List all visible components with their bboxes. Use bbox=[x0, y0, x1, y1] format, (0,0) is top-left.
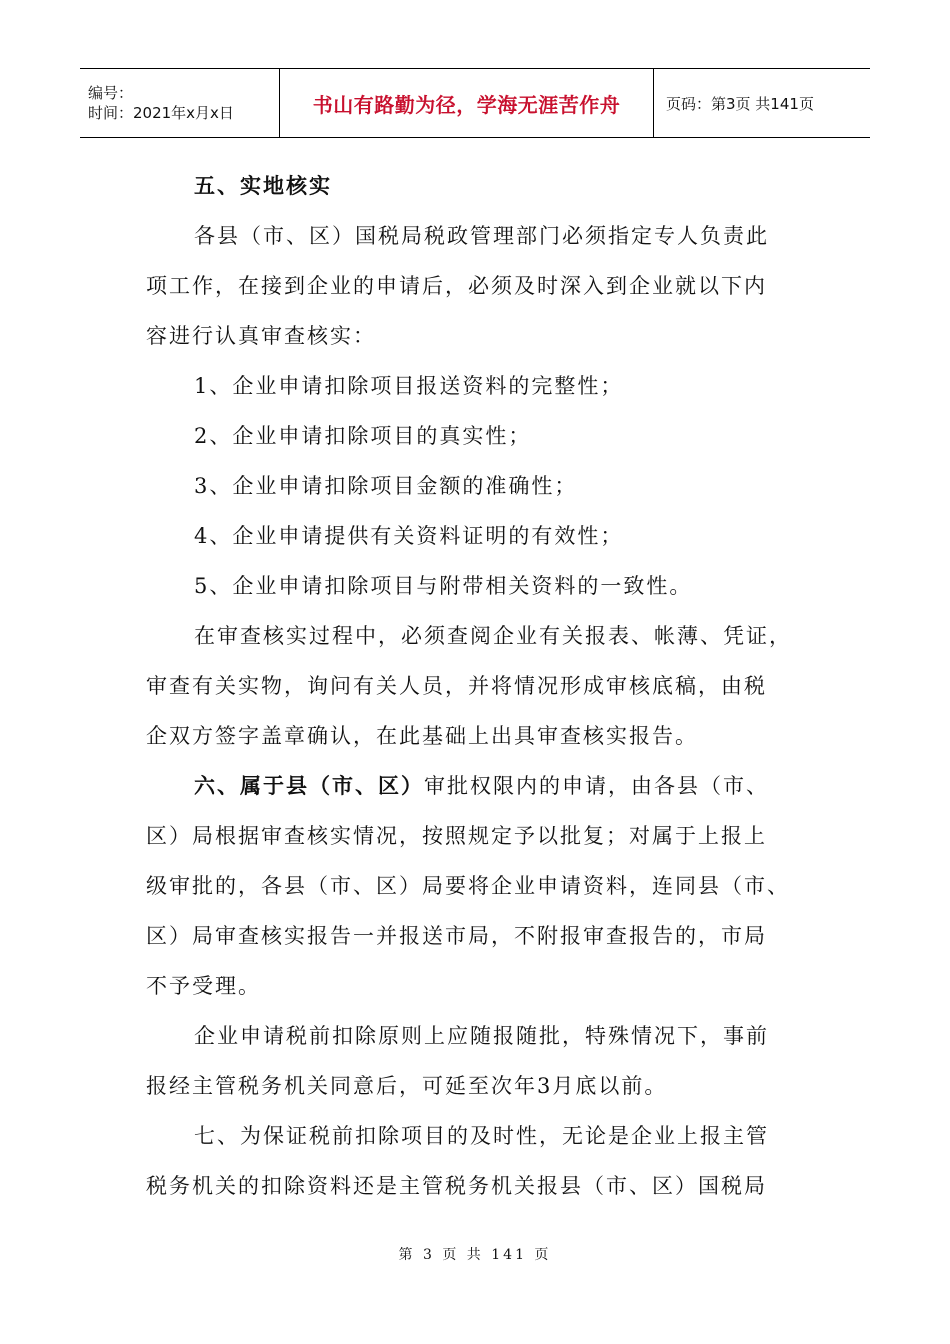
list-item: 3、企业申请扣除项目金额的准确性； bbox=[194, 474, 578, 498]
doc-time-label: 时间：2021年x月x日 bbox=[88, 104, 234, 122]
list-item: 1、企业申请扣除项目报送资料的完整性； bbox=[194, 374, 624, 398]
section-heading-5: 五、实地核实 bbox=[194, 173, 332, 198]
header-meta bbox=[80, 69, 280, 137]
paragraph-line: 企双方签字盖章确认，在此基础上出具审查核实报告。 bbox=[146, 724, 698, 748]
paragraph-line: 区）局审查核实报告一并报送市局，不附报审查报告的，市局 bbox=[146, 924, 767, 948]
paragraph-line: 级审批的，各县（市、区）局要将企业申请资料，连同县（市、 bbox=[146, 874, 790, 898]
header-page-info: 页码：第3页 共141页 bbox=[666, 94, 814, 113]
list-item: 4、企业申请提供有关资料证明的有效性； bbox=[194, 524, 624, 548]
page-header bbox=[80, 68, 870, 138]
section-heading-6: 六、属于县（市、区） bbox=[194, 773, 424, 798]
doc-number-label: 编号： bbox=[88, 84, 134, 102]
list-item: 5、企业申请扣除项目与附带相关资料的一致性。 bbox=[194, 574, 693, 598]
list-item: 2、企业申请扣除项目的真实性； bbox=[194, 424, 532, 448]
section-7-line: 七、为保证税前扣除项目的及时性，无论是企业上报主管 bbox=[194, 1124, 769, 1148]
paragraph-line: 在审查核实过程中，必须查阅企业有关报表、帐薄、凭证， bbox=[194, 624, 792, 648]
paragraph-line: 审查有关实物，询问有关人员，并将情况形成审核底稿，由税 bbox=[146, 674, 767, 698]
paragraph-line: 容进行认真审查核实： bbox=[146, 324, 376, 348]
header-motto: 书山有路勤为径，学海无涯苦作舟 bbox=[312, 92, 621, 117]
section-6-line bbox=[194, 772, 769, 800]
paragraph-line: 项工作，在接到企业的申请后，必须及时深入到企业就以下内 bbox=[146, 274, 767, 298]
paragraph-line: 各县（市、区）国税局税政管理部门必须指定专人负责此 bbox=[194, 224, 769, 248]
paragraph-line: 区）局根据审查核实情况，按照规定予以批复；对属于上报上 bbox=[146, 824, 767, 848]
header-motto-cell bbox=[280, 69, 654, 137]
paragraph-line: 企业申请税前扣除原则上应随报随批，特殊情况下，事前 bbox=[194, 1024, 769, 1048]
paragraph-line: 不予受理。 bbox=[146, 974, 261, 998]
section-6-text: 审批权限内的申请，由各县（市、 bbox=[424, 774, 769, 798]
paragraph-line: 税务机关的扣除资料还是主管税务机关报县（市、区）国税局 bbox=[146, 1174, 767, 1198]
page-footer: 第 3 页 共 141 页 bbox=[398, 1247, 552, 1263]
paragraph-line: 报经主管税务机关同意后，可延至次年3月底以前。 bbox=[146, 1074, 668, 1098]
